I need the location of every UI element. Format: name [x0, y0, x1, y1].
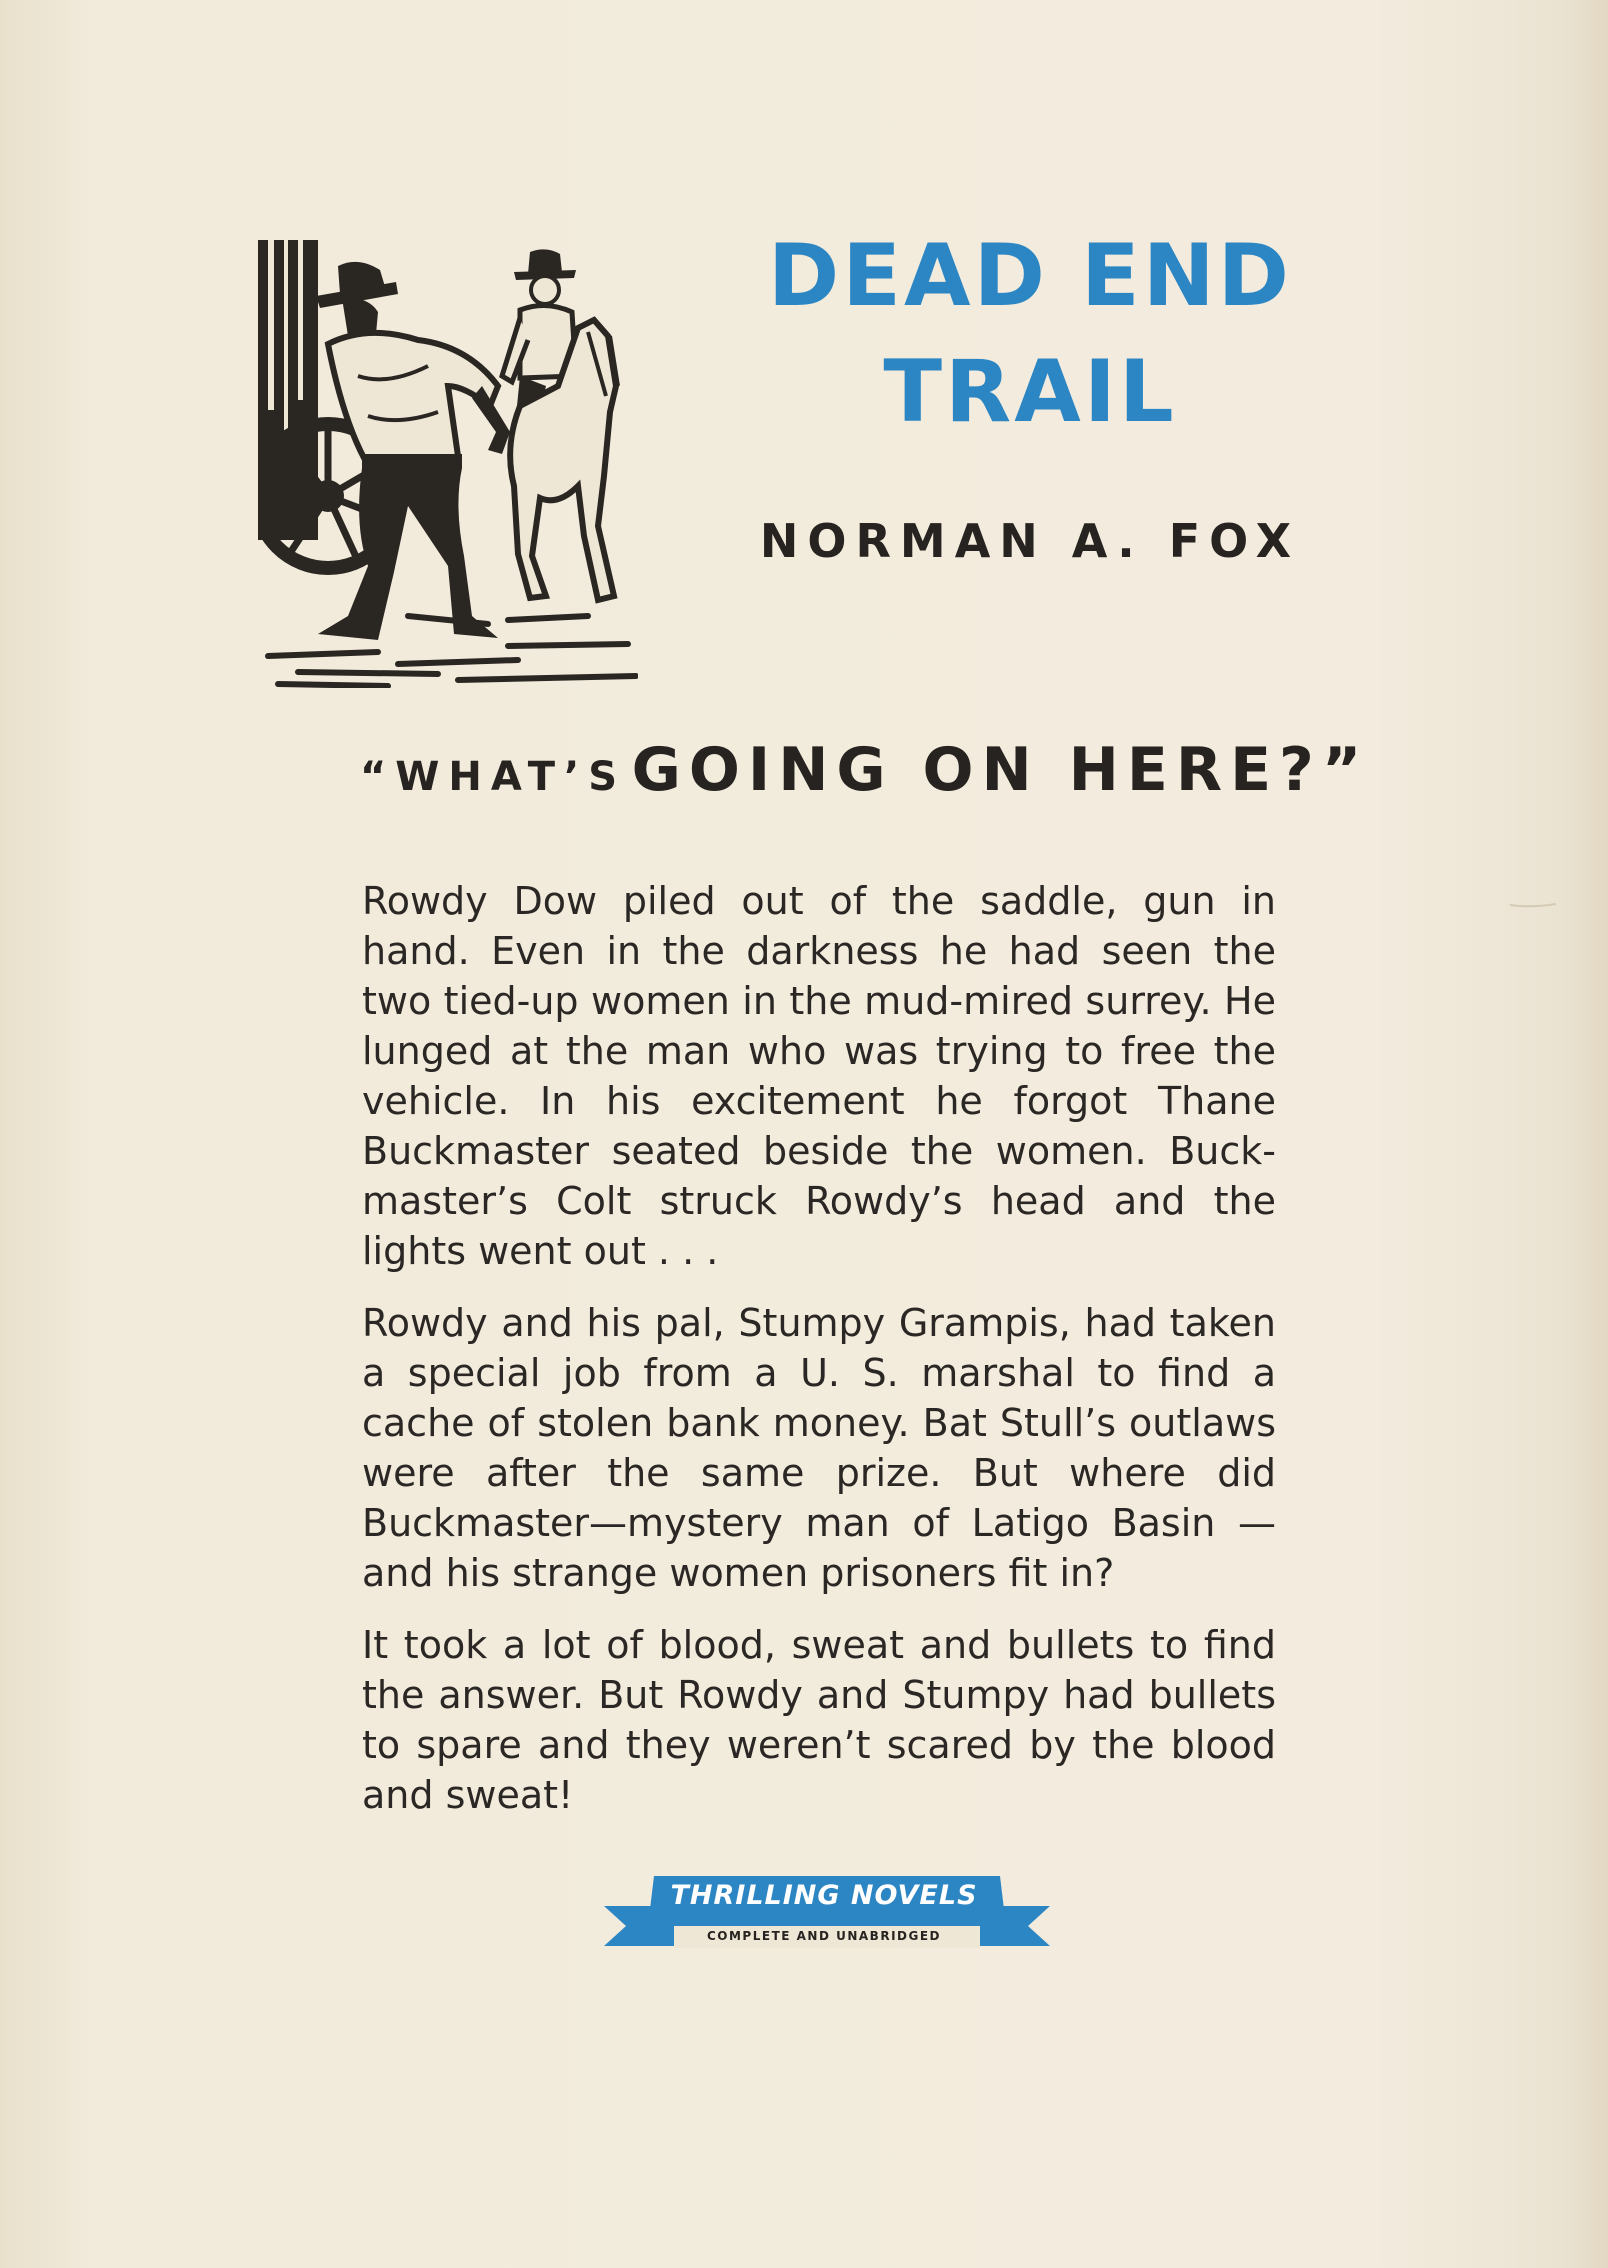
headline-open-quote: “: [360, 754, 396, 800]
headline-close-quote: ”: [1321, 735, 1370, 805]
blurb-paragraph-3: It took a lot of blood, sweat and bullets to find the answer. But Rowdy and Stumpy had bullets to spare and they weren’t scared by the blood and sweat!: [362, 1623, 1276, 1817]
blurb-body: [362, 876, 1276, 1842]
paper-crease-mark: [1510, 902, 1556, 908]
headline: [360, 735, 1370, 805]
blurb-paragraph-2: Rowdy and his pal, Stumpy Grampis, had taken a special job from a U. S. marshal to find a cache of stolen bank money. Bat Stull’s outlaws were after the same prize. But where did Buckmaster—mystery man of Latigo Basin —and his strange women prisoners fit in?: [362, 1301, 1276, 1595]
blurb-paragraph-1: Rowdy Dow piled out of the saddle, gun in hand. Even in the darkness he had seen the two tied-up women in the mud-mired surrey. He lunged at the man who was trying to free the vehicle. In his excitement he forgot Thane Buckmaster seated beside the women. Buckmaster’s Colt struck Rowdy’s head and the lights went out . . .: [362, 879, 1276, 1273]
book-title-line-1: DEAD END: [767, 226, 1293, 326]
book-title-line-2: TRAIL: [883, 342, 1177, 442]
publisher-name: THRILLING NOVELS: [670, 1880, 978, 1911]
book-author: NORMAN A. FOX: [759, 514, 1301, 568]
book-title: [740, 218, 1320, 450]
headline-big-part: GOING ON HERE?: [631, 735, 1322, 805]
publisher-tagline: COMPLETE AND UNABRIDGED: [706, 1929, 941, 1943]
gunman-and-rider-illustration: [258, 236, 638, 688]
headline-small-part: WHAT’S: [395, 754, 627, 800]
